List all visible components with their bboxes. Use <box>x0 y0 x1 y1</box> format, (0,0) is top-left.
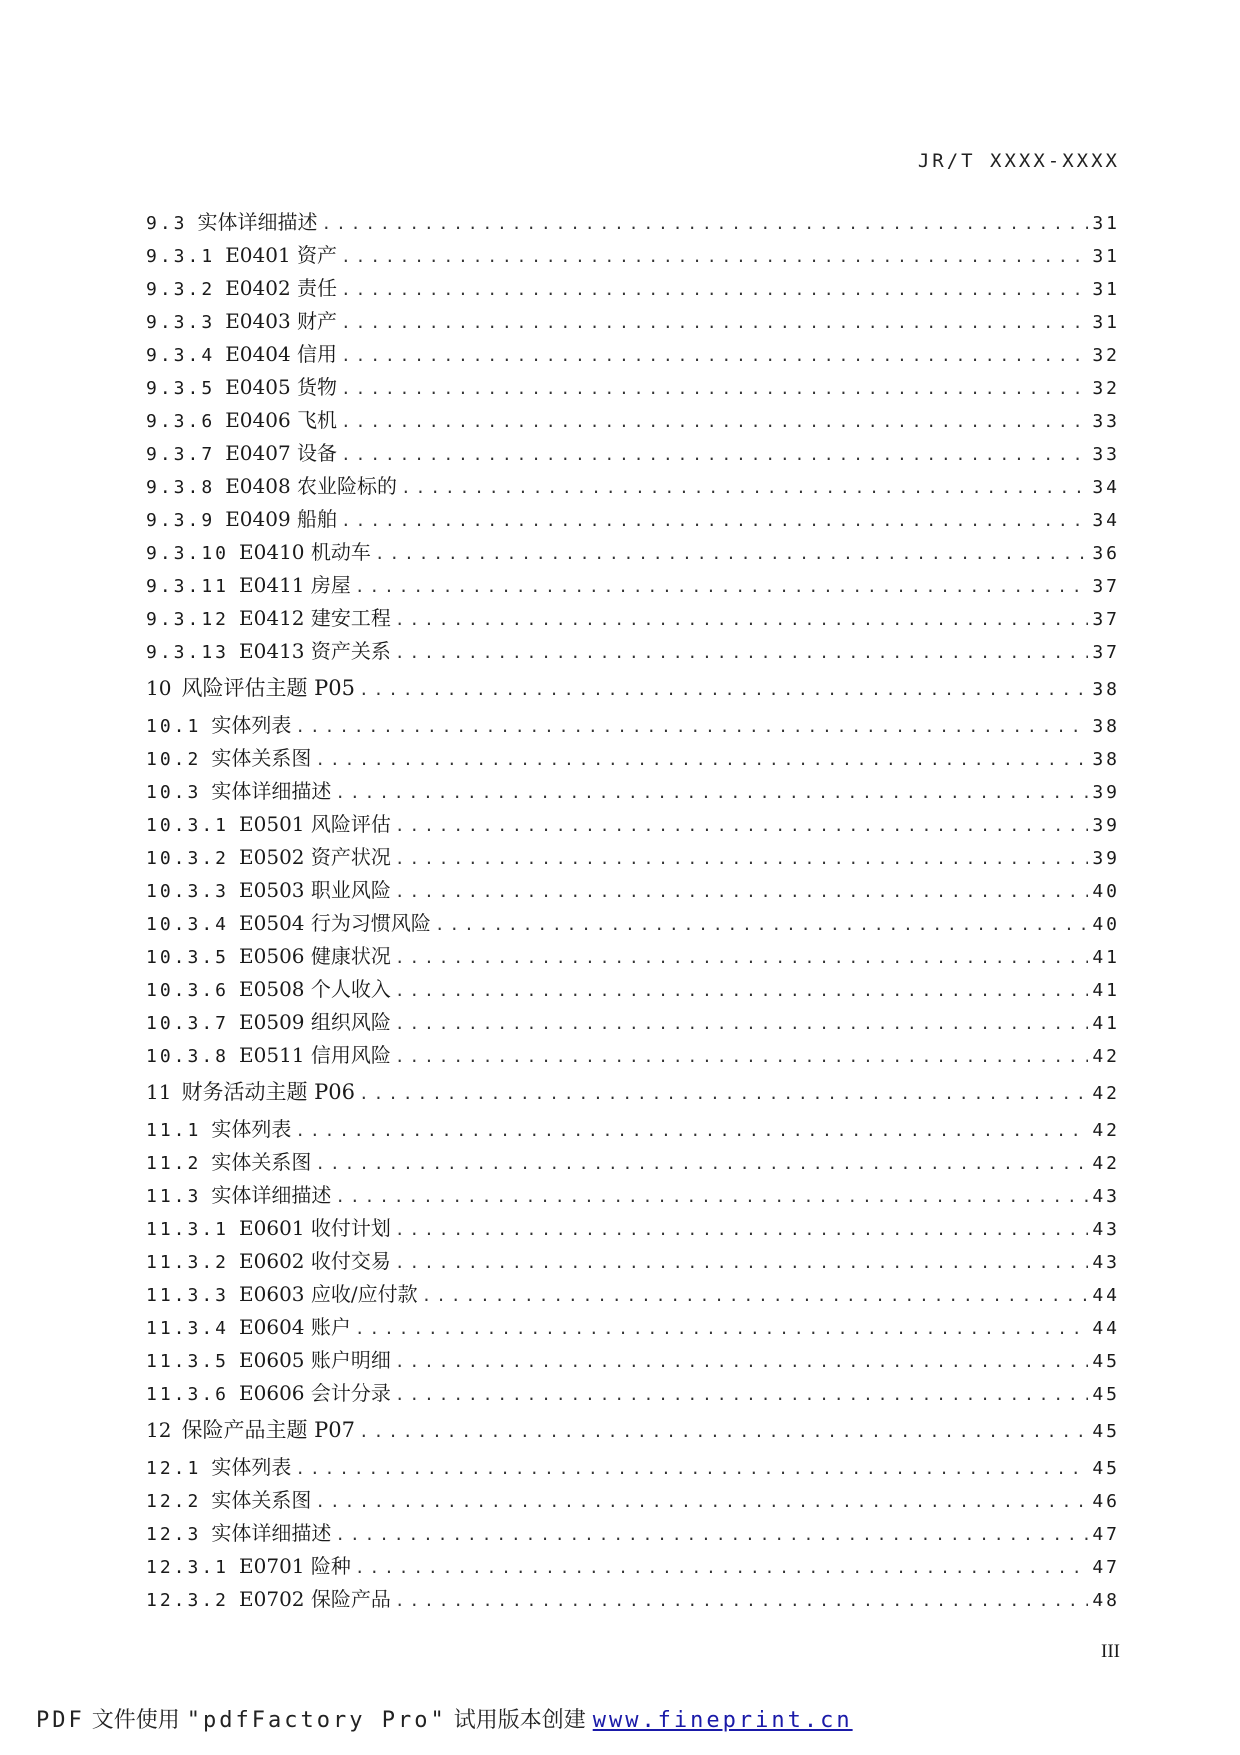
toc-entry-title: E0604 账户 <box>239 1315 351 1339</box>
toc-entry-page: 32 <box>1092 378 1120 399</box>
toc-entry[interactable] <box>146 742 1120 775</box>
toc-dot-leader <box>341 346 1088 365</box>
toc-entry-title: 实体列表 <box>211 1455 292 1479</box>
toc-dot-leader <box>395 948 1088 967</box>
toc-entry-number: 11.3.2 <box>146 1252 230 1273</box>
toc-entry[interactable] <box>146 1278 1120 1311</box>
toc-entry-number: 11.3.5 <box>146 1351 230 1372</box>
toc-entry-page: 48 <box>1092 1590 1120 1611</box>
toc-entry-page: 42 <box>1092 1120 1120 1141</box>
toc-entry-number: 12.3.1 <box>146 1557 230 1578</box>
toc-entry-number: 12 <box>146 1418 172 1442</box>
toc-entry-title: 财务活动主题 P06 <box>181 1080 355 1104</box>
toc-entry-number: 11.3 <box>146 1186 202 1207</box>
toc-entry-page: 40 <box>1092 881 1120 902</box>
toc-entry-page: 36 <box>1092 543 1120 564</box>
toc-entry-title: E0412 建安工程 <box>239 606 391 630</box>
toc-dot-leader <box>401 478 1088 497</box>
toc-entry-number: 9.3.3 <box>146 312 216 333</box>
toc-entry-number: 11.2 <box>146 1153 202 1174</box>
toc-entry-page: 33 <box>1092 411 1120 432</box>
toc-entry-title: E0504 行为习惯风险 <box>239 911 431 935</box>
toc-entry[interactable] <box>146 305 1120 338</box>
toc-dot-leader <box>375 544 1088 563</box>
toc-entry-page: 34 <box>1092 510 1120 531</box>
toc-dot-leader <box>395 1253 1088 1272</box>
toc-entry-page: 38 <box>1092 716 1120 737</box>
toc-entry-title: E0501 风险评估 <box>239 812 391 836</box>
toc-entry-number: 11.1 <box>146 1120 202 1141</box>
toc-entry-number: 10.3.6 <box>146 980 230 1001</box>
toc-entry[interactable] <box>146 602 1120 635</box>
footer-text-1: 文件使用 <box>91 1708 180 1733</box>
toc-entry[interactable] <box>146 1550 1120 1583</box>
toc-entry-number: 12.3 <box>146 1524 202 1545</box>
toc-dot-leader <box>335 783 1088 802</box>
toc-entry-page: 39 <box>1092 848 1120 869</box>
toc-entry[interactable] <box>146 973 1120 1006</box>
toc-entry-page: 32 <box>1092 345 1120 366</box>
toc-dot-leader <box>355 577 1088 596</box>
toc-entry-page: 42 <box>1092 1046 1120 1067</box>
toc-entry-title: E0502 资产状况 <box>239 845 391 869</box>
toc-entry-page: 37 <box>1092 642 1120 663</box>
toc-entry[interactable] <box>146 1583 1120 1616</box>
watermark-footer <box>36 1703 853 1734</box>
toc-entry-title: E0410 机动车 <box>239 540 371 564</box>
toc-dot-leader <box>395 816 1088 835</box>
toc-entry-title: E0605 账户明细 <box>239 1348 391 1372</box>
toc-dot-leader <box>359 680 1088 699</box>
toc-entry-page: 45 <box>1092 1351 1120 1372</box>
toc-entry-page: 45 <box>1092 1384 1120 1405</box>
page-number: III <box>1101 1641 1120 1662</box>
toc-entry-number: 9.3 <box>146 213 188 234</box>
toc-entry-title: 实体详细描述 <box>197 210 318 234</box>
toc-entry[interactable] <box>146 272 1120 305</box>
toc-entry[interactable] <box>146 536 1120 569</box>
toc-dot-leader <box>295 717 1088 736</box>
toc-entry-number: 9.3.12 <box>146 609 230 630</box>
toc-entry-number: 10.3.8 <box>146 1046 230 1067</box>
toc-dot-leader <box>395 1047 1088 1066</box>
toc-dot-leader <box>295 1121 1088 1140</box>
toc-entry-title: E0406 飞机 <box>225 408 338 432</box>
toc-entry-page: 31 <box>1092 312 1120 333</box>
footer-prefix: PDF <box>36 1708 85 1733</box>
toc-entry-title: E0509 组织风险 <box>239 1010 391 1034</box>
toc-entry-page: 41 <box>1092 1013 1120 1034</box>
toc-entry-title: 实体列表 <box>211 713 292 737</box>
toc-entry-title: 实体列表 <box>211 1117 292 1141</box>
toc-entry-title: E0511 信用风险 <box>239 1043 391 1067</box>
toc-entry-number: 9.3.7 <box>146 444 216 465</box>
toc-entry-title: E0702 保险产品 <box>239 1587 391 1611</box>
toc-entry[interactable] <box>146 470 1120 503</box>
toc-entry[interactable] <box>146 503 1120 536</box>
toc-entry-page: 39 <box>1092 782 1120 803</box>
toc-entry-number: 11.3.6 <box>146 1384 230 1405</box>
toc-entry-number: 10.2 <box>146 749 202 770</box>
toc-entry-page: 38 <box>1092 679 1120 700</box>
toc-entry[interactable] <box>146 907 1120 940</box>
toc-entry[interactable] <box>146 1344 1120 1377</box>
toc-entry-number: 11.3.1 <box>146 1219 230 1240</box>
toc-entry[interactable] <box>146 569 1120 602</box>
toc-entry-number: 9.3.10 <box>146 543 230 564</box>
toc-entry-page: 31 <box>1092 213 1120 234</box>
toc-entry-title: E0601 收付计划 <box>239 1216 391 1240</box>
toc-entry-title: E0602 收付交易 <box>239 1249 391 1273</box>
toc-entry-title: E0403 财产 <box>225 309 338 333</box>
toc-dot-leader <box>335 1525 1088 1544</box>
toc-entry[interactable] <box>146 1484 1120 1517</box>
toc-entry[interactable] <box>146 371 1120 404</box>
toc-entry-title: 风险评估主题 P05 <box>181 676 355 700</box>
toc-entry-page: 40 <box>1092 914 1120 935</box>
toc-entry-number: 12.3.2 <box>146 1590 230 1611</box>
toc-entry-title: 实体详细描述 <box>211 1521 332 1545</box>
toc-dot-leader <box>359 1084 1088 1103</box>
toc-dot-leader <box>315 750 1088 769</box>
toc-entry-title: E0603 应收/应付款 <box>239 1282 418 1306</box>
toc-entry-page: 42 <box>1092 1153 1120 1174</box>
toc-entry[interactable] <box>146 635 1120 668</box>
toc-entry[interactable] <box>146 1076 1120 1109</box>
toc-entry-number: 10.3.3 <box>146 881 230 902</box>
toc-entry-title: E0508 个人收入 <box>239 977 391 1001</box>
toc-entry-page: 42 <box>1092 1083 1120 1104</box>
toc-entry-title: 保险产品主题 P07 <box>181 1418 355 1442</box>
toc-dot-leader <box>341 445 1088 464</box>
toc-entry-title: E0413 资产关系 <box>239 639 391 663</box>
toc-entry-number: 9.3.11 <box>146 576 230 597</box>
toc-entry-number: 9.3.2 <box>146 279 216 300</box>
toc-entry-page: 41 <box>1092 947 1120 968</box>
toc-entry-page: 47 <box>1092 1557 1120 1578</box>
toc-dot-leader <box>395 643 1088 662</box>
toc-entry[interactable] <box>146 1179 1120 1212</box>
toc-entry[interactable] <box>146 1414 1120 1447</box>
toc-entry-page: 45 <box>1092 1458 1120 1479</box>
toc-dot-leader <box>395 1591 1088 1610</box>
toc-entry-title: E0404 信用 <box>225 342 338 366</box>
toc-entry-title: E0411 房屋 <box>239 573 351 597</box>
toc-dot-leader <box>341 280 1088 299</box>
toc-entry-number: 10.3.4 <box>146 914 230 935</box>
toc-dot-leader <box>355 1319 1088 1338</box>
toc-entry-title: E0606 会计分录 <box>239 1381 391 1405</box>
toc-entry-page: 44 <box>1092 1285 1120 1306</box>
toc-entry-title: 实体详细描述 <box>211 779 332 803</box>
toc-entry-number: 9.3.13 <box>146 642 230 663</box>
toc-entry-number: 9.3.9 <box>146 510 216 531</box>
toc-dot-leader <box>315 1492 1088 1511</box>
toc-entry[interactable] <box>146 206 1120 239</box>
toc-entry[interactable] <box>146 1039 1120 1072</box>
toc-entry-page: 43 <box>1092 1219 1120 1240</box>
toc-entry-page: 43 <box>1092 1252 1120 1273</box>
toc-dot-leader <box>395 849 1088 868</box>
footer-product: "pdfFactory Pro" <box>186 1708 447 1733</box>
toc-entry-number: 9.3.5 <box>146 378 216 399</box>
toc-entry-page: 38 <box>1092 749 1120 770</box>
toc-dot-leader <box>422 1286 1089 1305</box>
toc-dot-leader <box>359 1422 1088 1441</box>
toc-entry-number: 9.3.8 <box>146 477 216 498</box>
table-of-contents <box>146 206 1120 1616</box>
toc-entry-number: 12.2 <box>146 1491 202 1512</box>
toc-entry-title: E0506 健康状况 <box>239 944 391 968</box>
toc-entry[interactable] <box>146 1006 1120 1039</box>
toc-entry-title: 实体详细描述 <box>211 1183 332 1207</box>
toc-entry[interactable] <box>146 404 1120 437</box>
footer-link[interactable]: www.fineprint.cn <box>592 1708 853 1733</box>
toc-dot-leader <box>395 1014 1088 1033</box>
toc-entry-number: 9.3.6 <box>146 411 216 432</box>
toc-entry-title: E0701 险种 <box>239 1554 351 1578</box>
toc-entry-title: E0402 责任 <box>225 276 338 300</box>
toc-entry-title: E0401 资产 <box>225 243 338 267</box>
toc-entry[interactable] <box>146 1377 1120 1410</box>
footer-text-2: 试用版本创建 <box>453 1708 586 1733</box>
toc-entry-page: 34 <box>1092 477 1120 498</box>
toc-entry-number: 10 <box>146 676 172 700</box>
toc-entry-number: 10.3.7 <box>146 1013 230 1034</box>
toc-dot-leader <box>395 981 1088 1000</box>
toc-dot-leader <box>295 1459 1088 1478</box>
toc-entry[interactable] <box>146 1245 1120 1278</box>
toc-entry-title: E0503 职业风险 <box>239 878 391 902</box>
toc-dot-leader <box>341 247 1088 266</box>
toc-entry-title: E0407 设备 <box>225 441 338 465</box>
toc-entry-page: 46 <box>1092 1491 1120 1512</box>
toc-entry[interactable] <box>146 338 1120 371</box>
toc-entry[interactable] <box>146 437 1120 470</box>
toc-entry-number: 11.3.3 <box>146 1285 230 1306</box>
toc-entry-page: 33 <box>1092 444 1120 465</box>
toc-dot-leader <box>395 610 1088 629</box>
toc-entry-number: 12.1 <box>146 1458 202 1479</box>
toc-entry-page: 31 <box>1092 279 1120 300</box>
toc-entry-number: 10.1 <box>146 716 202 737</box>
toc-entry-number: 10.3 <box>146 782 202 803</box>
toc-entry-page: 45 <box>1092 1421 1120 1442</box>
document-code-header: JR/T XXXX-XXXX <box>917 150 1120 172</box>
toc-dot-leader <box>335 1187 1088 1206</box>
toc-entry-number: 10.3.1 <box>146 815 230 836</box>
toc-dot-leader <box>341 313 1088 332</box>
toc-entry[interactable] <box>146 239 1120 272</box>
toc-entry[interactable] <box>146 775 1120 808</box>
toc-entry-title: E0409 船舶 <box>225 507 338 531</box>
toc-dot-leader <box>341 511 1088 530</box>
toc-entry[interactable] <box>146 940 1120 973</box>
toc-entry-number: 10.3.5 <box>146 947 230 968</box>
toc-entry[interactable] <box>146 1451 1120 1484</box>
toc-dot-leader <box>322 214 1089 233</box>
toc-dot-leader <box>395 1385 1088 1404</box>
toc-entry[interactable] <box>146 1311 1120 1344</box>
toc-entry[interactable] <box>146 1212 1120 1245</box>
toc-entry-number: 9.3.1 <box>146 246 216 267</box>
toc-entry[interactable] <box>146 874 1120 907</box>
toc-entry-number: 11 <box>146 1080 172 1104</box>
toc-entry[interactable] <box>146 1113 1120 1146</box>
toc-dot-leader <box>435 915 1088 934</box>
toc-entry-title: 实体关系图 <box>211 1488 312 1512</box>
toc-entry-page: 37 <box>1092 609 1120 630</box>
toc-dot-leader <box>341 379 1088 398</box>
toc-entry-page: 47 <box>1092 1524 1120 1545</box>
toc-entry-page: 31 <box>1092 246 1120 267</box>
toc-entry[interactable] <box>146 1517 1120 1550</box>
toc-entry-title: E0405 货物 <box>225 375 338 399</box>
toc-dot-leader <box>395 1220 1088 1239</box>
toc-dot-leader <box>395 1352 1088 1371</box>
toc-entry[interactable] <box>146 1146 1120 1179</box>
toc-entry-title: 实体关系图 <box>211 746 312 770</box>
toc-entry-title: E0408 农业险标的 <box>225 474 398 498</box>
toc-entry-number: 10.3.2 <box>146 848 230 869</box>
toc-entry[interactable] <box>146 841 1120 874</box>
toc-entry-page: 41 <box>1092 980 1120 1001</box>
toc-entry[interactable] <box>146 672 1120 705</box>
toc-entry-page: 37 <box>1092 576 1120 597</box>
toc-entry-page: 39 <box>1092 815 1120 836</box>
toc-entry[interactable] <box>146 808 1120 841</box>
toc-entry-title: 实体关系图 <box>211 1150 312 1174</box>
toc-entry-page: 44 <box>1092 1318 1120 1339</box>
toc-dot-leader <box>355 1558 1088 1577</box>
toc-dot-leader <box>395 882 1088 901</box>
toc-entry-number: 11.3.4 <box>146 1318 230 1339</box>
toc-dot-leader <box>341 412 1088 431</box>
toc-dot-leader <box>315 1154 1088 1173</box>
toc-entry[interactable] <box>146 709 1120 742</box>
toc-entry-number: 9.3.4 <box>146 345 216 366</box>
toc-entry-page: 43 <box>1092 1186 1120 1207</box>
